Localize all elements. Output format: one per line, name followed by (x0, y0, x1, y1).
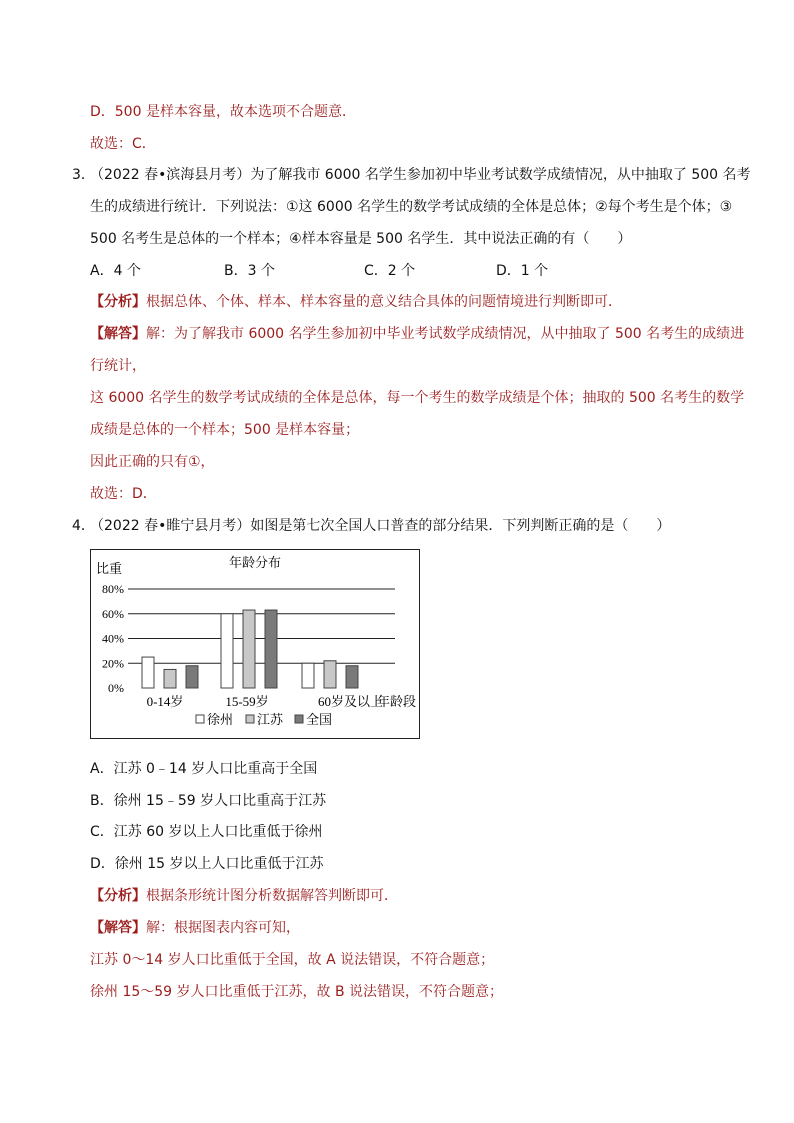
chart-bar (302, 663, 314, 688)
q3-option-a: A．4 个 (90, 263, 141, 279)
chart-bar (265, 610, 277, 688)
q4-answer-line1: 解：根据图表内容可知， (146, 920, 300, 936)
chart-bar (324, 661, 336, 688)
q3-answer-line5: 因此正确的只有①， (90, 454, 215, 470)
chart-category-label: 0-14岁 (146, 694, 184, 709)
q3-answer-line3: 这 6000 名学生的数学考试成绩的全体是总体，每一个考生的数学成绩是个体；抽取的 500 名考生的数学 (90, 390, 745, 406)
q4-answer (90, 918, 300, 938)
chart-legend-swatch (196, 715, 204, 723)
chart-y-tick-label: 80% (102, 582, 124, 596)
q4-option-b: B．徐州 15﹣59 岁人口比重高于江苏 (90, 793, 327, 809)
q4-analysis-tag: 【分析】 (90, 888, 146, 904)
q3-answer (90, 324, 744, 344)
chart-title: 年龄分布 (228, 555, 282, 570)
q4-answer-line3: 徐州 15～59 岁人口比重低于江苏，故 B 说法错误，不符合题意； (90, 984, 504, 1000)
q3-option-b: B．3 个 (224, 263, 275, 279)
q4-analysis-text: 根据条形统计图分析数据解答判断即可． (146, 888, 398, 904)
chart-y-tick-label: 20% (102, 656, 124, 671)
chart-legend-label: 全国 (306, 712, 333, 727)
q3-choice: 故选：D． (90, 486, 157, 502)
chart-bar (186, 666, 198, 688)
q4-answer-line2: 江苏 0～14 岁人口比重低于全国，故 A 说法错误，不符合题意； (90, 952, 495, 968)
q3-number: 3． (72, 167, 95, 183)
q2-choice (90, 134, 156, 154)
q3-stem-line3: 500 名考生是总体的一个样本；④样本容量是 500 名学生．其中说法正确的有（ ） (90, 231, 632, 247)
chart-legend-swatch (295, 715, 303, 723)
q4-answer-tag: 【解答】 (90, 920, 146, 936)
q3-stem-line1: （2022 春•滨海县月考）为了解我市 6000 名学生参加初中毕业考试数学成绩情况，从中抽取了 500 名考 (90, 167, 751, 183)
chart-y-tick-label: 40% (102, 631, 124, 646)
q3-analysis-tag: 【分析】 (90, 294, 146, 310)
q3-answer-line2: 行统计， (90, 358, 146, 374)
q3-analysis-text: 根据总体、个体、样本、样本容量的意义结合具体的问题情境进行判断即可． (146, 294, 622, 310)
q2-choice-text: 故选：C． (90, 136, 156, 152)
q4-stem: （2022 春•睢宁县月考）如图是第七次全国人口普查的部分结果．下列判断正确的是（ ） (90, 518, 671, 534)
population-chart-svg (90, 549, 420, 739)
chart-y-tick-label: 0% (108, 681, 124, 695)
chart-y-axis-label: 比重 (96, 561, 123, 576)
chart-bar (346, 666, 358, 688)
q4-option-a: A．江苏 0﹣14 岁人口比重高于全国 (90, 761, 318, 777)
chart-bar (243, 610, 255, 688)
q3-answer-line1: 解：为了解我市 6000 名学生参加初中毕业考试数学成绩情况，从中抽取了 500 名考生的成绩进 (146, 326, 745, 342)
chart-legend-label: 江苏 (257, 712, 284, 727)
q2-option-d: D．500 是样本容量，故本选项不合题意． (90, 104, 356, 120)
q4-option-d: D．徐州 15 岁以上人口比重低于江苏 (90, 856, 324, 872)
chart-bar (164, 669, 176, 688)
chart-legend-label: 徐州 (207, 712, 234, 727)
population-chart (90, 549, 420, 739)
q3-analysis (90, 292, 622, 312)
chart-legend-swatch (246, 715, 254, 723)
chart-x-axis-label: 年龄段 (376, 694, 416, 709)
q4-number: 4． (72, 518, 95, 534)
chart-category-label: 15-59岁 (225, 694, 269, 709)
q4-analysis (90, 886, 398, 906)
q3-option-d: D．1 个 (496, 263, 549, 279)
q3-answer-tag: 【解答】 (90, 326, 146, 342)
q3-stem-line2: 生的成绩进行统计．下列说法：①这 6000 名学生的数学考试成绩的全体是总体；②每个考生是个体；③ (90, 199, 733, 215)
q4-option-c: C．江苏 60 岁以上人口比重低于徐州 (90, 824, 323, 840)
chart-category-label: 60岁及以上 (318, 694, 384, 709)
chart-y-tick-label: 60% (102, 606, 124, 621)
q3-answer-line4: 成绩是总体的一个样本；500 是样本容量； (90, 422, 360, 438)
q3-option-c: C．2 个 (364, 263, 416, 279)
chart-bar (142, 657, 154, 688)
chart-bar (221, 614, 233, 688)
